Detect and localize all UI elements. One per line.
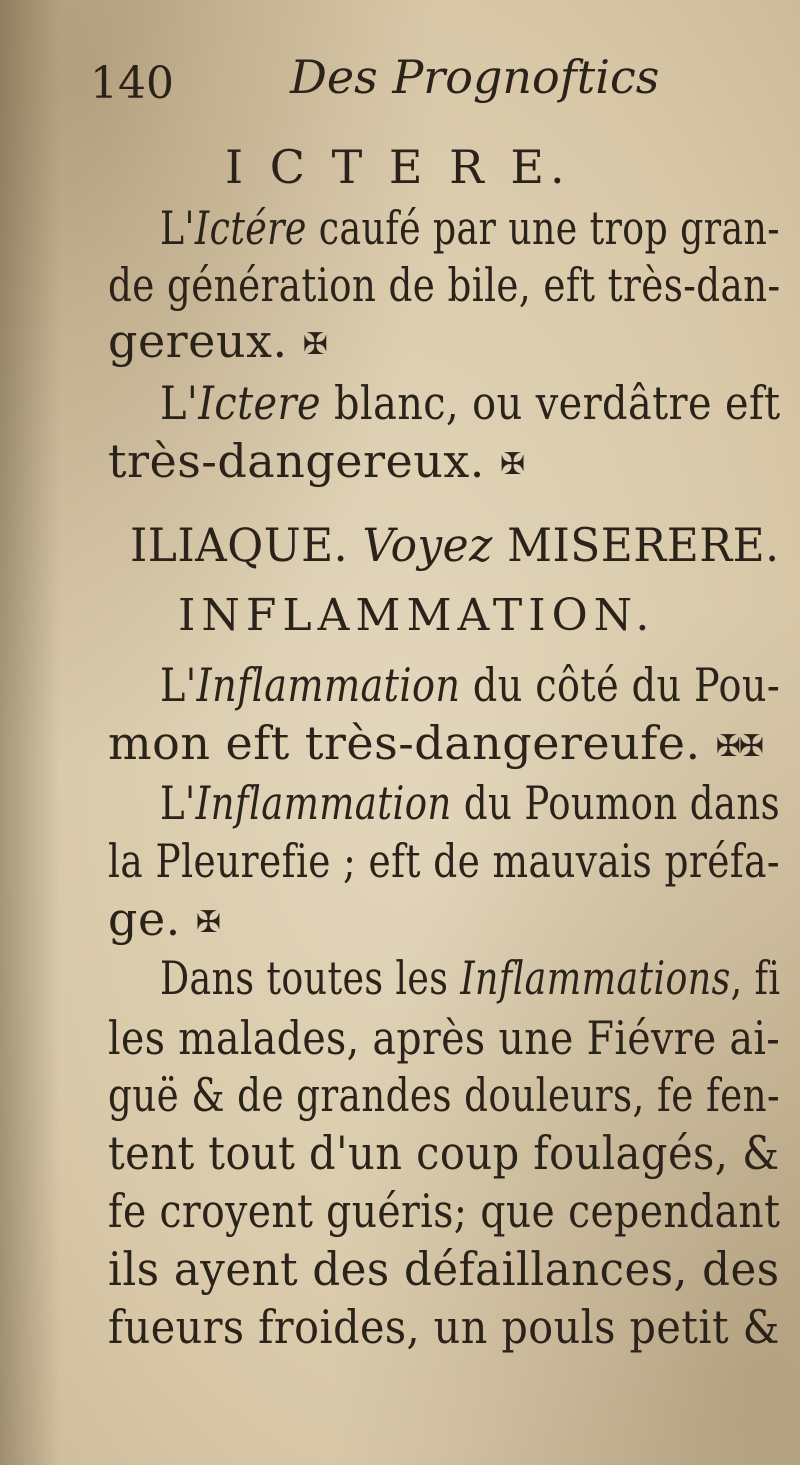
inflammation-p3-line7: fueurs froides, un pouls petit &	[108, 1300, 780, 1354]
inflammation-p3-line2: les malades, après une Fiévre ai-	[108, 1011, 781, 1065]
ictere-p2-line1: L'Ictere blanc, ou verdâtre eft	[160, 376, 781, 430]
section-heading-ictere: I C T E R E.	[225, 140, 571, 194]
ictere-p1-line1: L'Ictére caufé par une trop gran-	[160, 201, 780, 255]
section-heading-inflammation: INFLAMMATION.	[178, 590, 656, 641]
inflammation-p3-line4: tent tout d'un coup foulagés, &	[108, 1126, 780, 1180]
inflammation-p2-line1: L'Inflammation du Poumon dans	[160, 776, 781, 830]
inflammation-p3-line3: guë & de grandes douleurs, fe fen-	[108, 1068, 780, 1122]
ictere-p1-line3: gereux. ✠	[108, 314, 326, 368]
ornament-mark: ✠✠	[715, 729, 763, 764]
inflammation-p3-line5: fe croyent guéris; que cependant	[108, 1184, 781, 1238]
page-number: 140	[90, 58, 174, 109]
inflammation-p2-line3: ge. ✠	[108, 892, 220, 946]
page-gutter-shadow	[0, 0, 60, 1465]
inflammation-p3-line1: Dans toutes les Inflammations, fi	[160, 951, 781, 1005]
inflammation-p1-line2: mon eft très-dangereufe. ✠✠	[108, 716, 763, 770]
running-title: Des Prognoftics	[290, 50, 660, 104]
iliaque-entry: ILIAQUE. Voyez MISERERE.	[130, 518, 780, 572]
inflammation-p2-line2: la Pleurefie ; eft de mauvais préfa-	[108, 834, 780, 888]
inflammation-p1-line1: L'Inflammation du côté du Pou-	[160, 658, 781, 712]
ictere-p1-line2: de génération de bile, eft très-dan-	[108, 258, 781, 312]
ornament-mark: ✠	[302, 327, 326, 362]
ornament-mark: ✠	[500, 447, 524, 482]
inflammation-p3-line6: ils ayent des défaillances, des	[108, 1242, 780, 1296]
ornament-mark: ✠	[195, 905, 220, 940]
ictere-p2-line2: très-dangereux. ✠	[108, 434, 524, 488]
